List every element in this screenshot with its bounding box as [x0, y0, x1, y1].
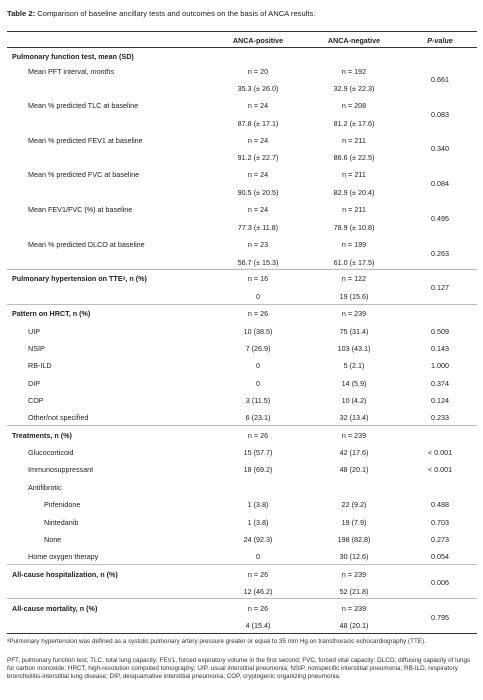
cell-pos: 91.2 (± 22.7) [237, 153, 279, 162]
cell-neg-n: n = 239 [341, 604, 367, 613]
cell-p: 0.795 [431, 613, 449, 622]
cell-p: 0.083 [431, 110, 449, 119]
cell-pos: 12 (46.2) [243, 587, 273, 596]
cell-pos-n: n = 26 [247, 431, 269, 440]
cell-p: 0.488 [431, 500, 449, 509]
cell-pos-n: n = 23 [247, 240, 269, 249]
cell-p: 0.084 [431, 179, 449, 188]
cell-neg: 78.9 (± 10.8) [333, 223, 375, 232]
row-label-uip: UIP [28, 327, 40, 336]
caption-label: Table 2: [7, 9, 36, 18]
cell-p: 0.233 [431, 413, 449, 422]
cell-pos-n: n = 16 [247, 274, 269, 283]
cell-neg: 48 (20.1) [339, 621, 369, 630]
row-label-home-oxygen: Home oxygen therapy [28, 552, 99, 561]
cell-pos: 18 (69.2) [243, 465, 273, 474]
bottom-rule [7, 633, 477, 634]
cell-neg: 32.9 (± 22.3) [333, 84, 375, 93]
row-label-glucocorticoid: Glucocorticoid [28, 448, 74, 457]
cell-neg-n: n = 239 [341, 570, 367, 579]
cell-neg: 48 (20.1) [339, 465, 369, 474]
cell-p: 0.263 [431, 249, 449, 258]
cell-pos-n: n = 26 [247, 604, 269, 613]
cell-p: 0.340 [431, 144, 449, 153]
row-label-antifibrotic: Antifibrotic [28, 483, 62, 492]
cell-p: 0.127 [431, 283, 449, 292]
cell-neg: 14 (5.9) [341, 379, 367, 388]
cell-neg: 61.0 (± 17.5) [333, 258, 375, 267]
header-rule [7, 47, 477, 48]
cell-pos: 0 [256, 379, 260, 388]
cell-neg: 32 (13.4) [339, 413, 369, 422]
cell-neg: 22 (9.2) [341, 500, 367, 509]
cell-p: < 0.001 [427, 465, 453, 474]
row-rule [7, 269, 477, 270]
row-rule [7, 304, 477, 305]
cell-pos: 0 [256, 552, 260, 561]
cell-pos: 1 (3.8) [247, 518, 269, 527]
cell-pos-n: n = 24 [247, 205, 269, 214]
row-label-dlco: Mean % predicted DLCO at baseline [28, 240, 145, 249]
cell-p: 0.661 [431, 75, 449, 84]
cell-p: 0.509 [431, 327, 449, 336]
cell-p: 0.273 [431, 535, 449, 544]
cell-neg: 81.2 (± 17.6) [333, 119, 375, 128]
row-label-dip: DIP [28, 379, 40, 388]
row-label-pirfenidone: Pirfenidone [44, 500, 81, 509]
row-label-fvc: Mean % predicted FVC at baseline [28, 170, 140, 179]
section-ph: Pulmonary hypertension on TTEᵃ, n (%) [12, 274, 147, 283]
row-label-fev1-fvc: Mean FEV1/FVC (%) at baseline [28, 205, 133, 214]
cell-pos: 0 [256, 361, 260, 370]
cell-p: 0.124 [431, 396, 449, 405]
cell-p: 0.495 [431, 214, 449, 223]
cell-p: 0.703 [431, 518, 449, 527]
cell-neg: 75 (31.4) [339, 327, 369, 336]
cell-pos: 7 (26.9) [245, 344, 271, 353]
cell-neg-n: n = 211 [342, 170, 366, 179]
cell-pos: 0 [256, 292, 260, 301]
cell-pos-n: n = 26 [247, 309, 269, 318]
cell-pos: 87.8 (± 17.1) [237, 119, 279, 128]
cell-neg-n: n = 239 [341, 431, 367, 440]
caption-text: Comparison of baseline ancillary tests and outcomes on the basis of ANCA results. [35, 9, 316, 18]
footnote-abbreviations: PFT, pulmonary function test; TLC, total lung capacity; FEV1, forced expiratory volume in the first second; FVC, forced vital capacity; DLCO, diffusing capacity of lungs for carbon monoxide; HRCT, high-resolution computed tomography; UIP, usual interstitial pneumonia; NSIP, nonspecific interstitial pneumonia; RB-ILD, respiratory bronchiolitis-interstitial lung disease; DIP, desquamative interstitial pneumonia; COP, cryptogenic organizing pneumonia. [7, 657, 471, 680]
table-caption [7, 9, 315, 18]
row-label-fev1: Mean % predicted FEV1 at baseline [28, 136, 143, 145]
cell-p: 0.374 [431, 379, 449, 388]
cell-neg: 19 (7.9) [341, 518, 367, 527]
cell-neg: 86.6 (± 22.5) [333, 153, 375, 162]
cell-neg: 52 (21.8) [339, 587, 369, 596]
cell-neg: 42 (17.6) [339, 448, 369, 457]
cell-neg: 5 (2.1) [343, 361, 365, 370]
cell-p: < 0.001 [427, 448, 453, 457]
cell-p: 0.054 [431, 552, 449, 561]
section-hospitalization: All-cause hospitalization, n (%) [12, 570, 118, 579]
cell-pos: 10 (38.5) [243, 327, 273, 336]
cell-neg-n: n = 192 [341, 67, 367, 76]
row-label-rb-ild: RB-ILD [28, 361, 52, 370]
cell-pos: 90.5 (± 20.5) [237, 188, 279, 197]
cell-pos: 24 (92.3) [243, 535, 273, 544]
section-mortality: All-cause mortality, n (%) [12, 604, 98, 613]
row-label-cop: COP [28, 396, 44, 405]
row-label-none: None [44, 535, 62, 544]
cell-neg-n: n = 211 [342, 136, 366, 145]
cell-neg: 103 (43.1) [337, 344, 371, 353]
cell-pos: 35.3 (± 26.0) [237, 84, 279, 93]
cell-p: 0.006 [431, 578, 449, 587]
cell-neg-n: n = 208 [341, 101, 367, 110]
cell-pos: 15 (57.7) [243, 448, 273, 457]
section-pft: Pulmonary function test, mean (SD) [12, 52, 134, 61]
cell-neg: 10 (4.2) [341, 396, 367, 405]
row-rule [7, 425, 477, 426]
cell-neg-n: n = 199 [341, 240, 367, 249]
cell-pos: 3 (11.5) [245, 396, 271, 405]
row-rule [7, 564, 477, 565]
cell-pos: 4 (15.4) [245, 621, 271, 630]
header-anca-negative: ANCA-negative [327, 36, 381, 45]
row-label-immunosuppressant: Immunosuppressant [28, 465, 94, 474]
cell-pos-n: n = 20 [247, 67, 269, 76]
cell-pos-n: n = 26 [247, 570, 269, 579]
cell-p: 1.000 [431, 361, 449, 370]
cell-p: 0.143 [431, 344, 449, 353]
cell-pos: 6 (23.1) [245, 413, 271, 422]
row-label-nsip: NSIP [28, 344, 45, 353]
cell-neg-n: n = 122 [341, 274, 367, 283]
cell-neg: 198 (82.8) [337, 535, 371, 544]
cell-pos-n: n = 24 [247, 170, 269, 179]
cell-pos: 1 (3.8) [247, 500, 269, 509]
cell-neg: 82.9 (± 20.4) [333, 188, 375, 197]
footnote-a: ᵃPulmonary hypertension was defined as a systolic pulmonary artery pressure greater or equal to 35 mm Hg on transthoracic echocardiography (TTE). [7, 638, 426, 645]
cell-neg: 19 (15.6) [339, 292, 369, 301]
row-label-tlc: Mean % predicted TLC at baseline [28, 101, 139, 110]
cell-pos: 56.7 (± 15.3) [237, 258, 279, 267]
cell-pos: 77.3 (± 11.8) [237, 223, 279, 232]
cell-pos-n: n = 24 [247, 101, 269, 110]
section-treatments: Treatments, n (%) [12, 431, 72, 440]
section-hrct: Pattern on HRCT, n (%) [12, 309, 91, 318]
top-rule [7, 31, 477, 32]
row-label-pft-interval: Mean PFT interval, months [28, 67, 115, 76]
cell-neg-n: n = 239 [341, 309, 367, 318]
row-label-other: Other/not specified [28, 413, 89, 422]
header-p-value: P-value [427, 36, 453, 45]
header-anca-positive: ANCA-positive [232, 36, 284, 45]
cell-pos-n: n = 24 [247, 136, 269, 145]
row-label-nintedanib: Nintedanib [44, 518, 79, 527]
cell-neg: 30 (12.6) [339, 552, 369, 561]
cell-neg-n: n = 211 [342, 205, 366, 214]
row-rule [7, 598, 477, 599]
